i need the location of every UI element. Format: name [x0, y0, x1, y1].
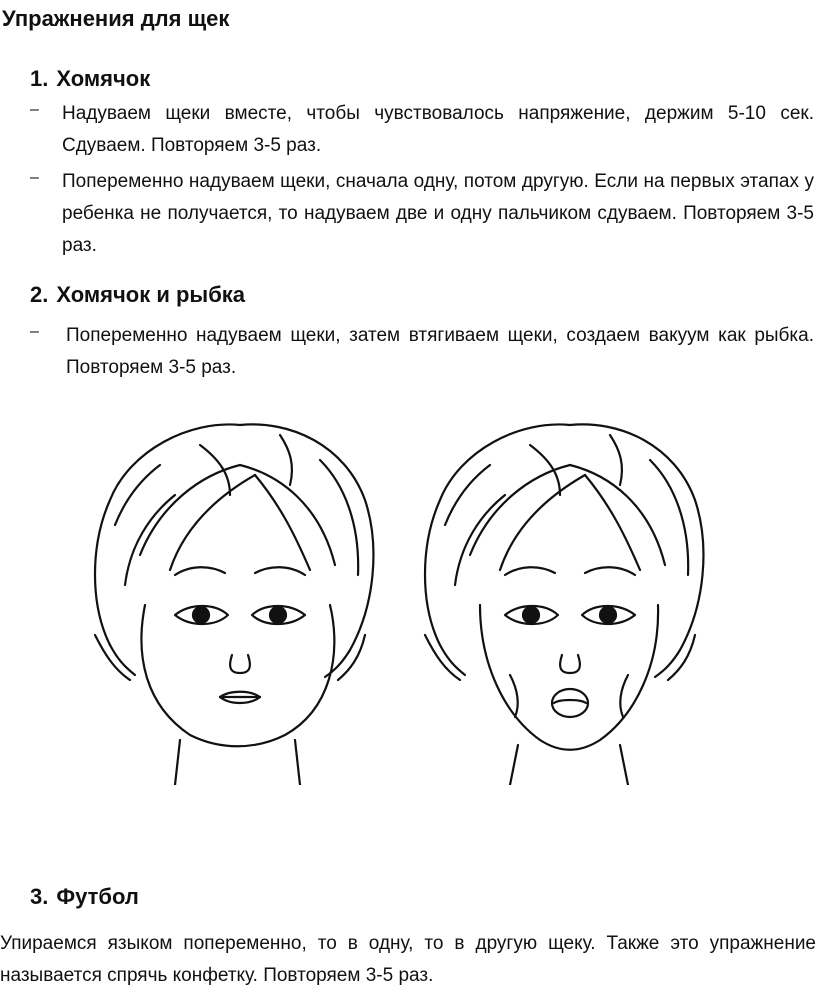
- list-item: [30, 320, 814, 384]
- faces-illustration: [80, 405, 740, 785]
- section-title: Хомячок: [56, 66, 151, 91]
- section-number: 3.: [30, 884, 49, 909]
- list-item: [30, 166, 814, 262]
- bullet-dash: –: [30, 169, 39, 186]
- list-item-text: Надуваем щеки вместе, чтобы чувствовалось напряжение, держим 5-10 сек. Сдуваем. Повторяем 3-5 раз.: [62, 103, 814, 156]
- section-heading-hamster-fish: [30, 282, 245, 308]
- section-number: 2.: [30, 282, 49, 307]
- section-title: Футбол: [56, 884, 139, 909]
- faces-drawing: [80, 405, 740, 785]
- face-sucked-cheeks: [425, 424, 703, 785]
- list-item-text: Попеременно надуваем щеки, сначала одну, потом другую. Если на первых этапах у ребенка не получается, то надуваем две и одну пальчиком сдуваем. Повторяем 3-5 раз.: [62, 171, 814, 256]
- section-number: 1.: [30, 66, 49, 91]
- section-title: Хомячок и рыбка: [56, 282, 246, 307]
- bullet-dash: –: [30, 323, 39, 340]
- bullet-dash: –: [30, 101, 39, 118]
- paragraph: Упираемся языком попеременно, то в одну, то в другую щеку. Также это упражнение называется спрячь конфетку. Повторяем 3-5 раз.: [0, 933, 816, 986]
- section-heading-hamster: [30, 66, 150, 92]
- page-title: Упражнения для щек: [2, 6, 230, 31]
- face-puffed-cheeks: [95, 424, 373, 785]
- list-item: [30, 98, 814, 162]
- list-item-text: Попеременно надуваем щеки, затем втягиваем щеки, создаем вакуум как рыбка. Повторяем 3-5 раз.: [66, 325, 814, 378]
- section-heading-football: [30, 884, 139, 910]
